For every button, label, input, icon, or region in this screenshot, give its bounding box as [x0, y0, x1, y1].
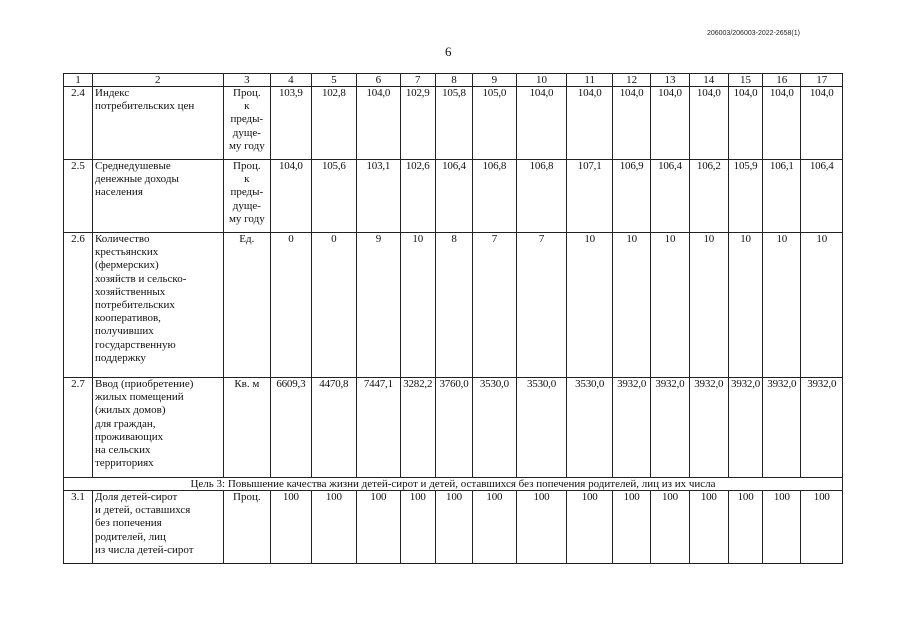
- value-cell: 8: [435, 233, 472, 378]
- header-cell: 1: [64, 74, 93, 87]
- header-cell: 9: [473, 74, 517, 87]
- unit-line: к: [244, 100, 250, 113]
- indicator-name: [93, 160, 224, 233]
- indicator-line: потребительских цен: [95, 100, 195, 113]
- value-cell: 3932,0: [689, 378, 728, 478]
- value-cell: 105,0: [473, 87, 517, 160]
- value-cell: 100: [651, 491, 689, 564]
- indicator-line: кооперативов,: [95, 312, 161, 325]
- value-cell: 7: [516, 233, 567, 378]
- value-cell: 106,8: [473, 160, 517, 233]
- header-cell: 10: [516, 74, 567, 87]
- header-cell: 11: [567, 74, 613, 87]
- header-cell: 16: [763, 74, 801, 87]
- indicator-line: получивших: [95, 325, 154, 338]
- row-number: 2.7: [64, 378, 93, 478]
- value-cell: 10: [801, 233, 843, 378]
- indicator-line: Ввод (приобретение): [95, 378, 194, 390]
- value-cell: 100: [357, 491, 401, 564]
- value-cell: 106,4: [435, 160, 472, 233]
- indicator-line: крестьянских: [95, 246, 159, 259]
- unit-line: к: [244, 173, 250, 186]
- table-body: [64, 74, 843, 564]
- value-cell: 105,9: [728, 160, 762, 233]
- value-cell: 104,0: [612, 87, 650, 160]
- value-cell: 9: [357, 233, 401, 378]
- value-cell: 102,6: [400, 160, 435, 233]
- indicator-line: государственную: [95, 338, 176, 351]
- value-cell: 100: [271, 491, 311, 564]
- goal-text: Цель 3: Повышение качества жизни детей-сирот и детей, оставшихся без попечения родителей, лиц из их числа: [64, 478, 843, 491]
- unit-line: Проц.: [233, 160, 261, 172]
- table-row: [64, 491, 843, 564]
- row-number: 2.6: [64, 233, 93, 378]
- page-number: 6: [445, 44, 452, 59]
- indicator-name: [93, 491, 224, 564]
- value-cell: 7447,1: [357, 378, 401, 478]
- unit-line: Ед.: [239, 233, 255, 245]
- indicator-line: и детей, оставшихся: [95, 504, 191, 517]
- value-cell: 103,1: [357, 160, 401, 233]
- value-cell: 6609,3: [271, 378, 311, 478]
- unit-line: му году: [228, 139, 265, 152]
- table-header-row: [64, 74, 843, 87]
- value-cell: 100: [763, 491, 801, 564]
- value-cell: 100: [435, 491, 472, 564]
- indicator-line: денежные доходы: [95, 173, 179, 186]
- table-row: [64, 87, 843, 160]
- indicator-line: населения: [95, 186, 143, 199]
- value-cell: 105,8: [435, 87, 472, 160]
- value-cell: 10: [400, 233, 435, 378]
- value-cell: 3530,0: [516, 378, 567, 478]
- value-cell: 106,4: [651, 160, 689, 233]
- indicator-line: Доля детей-сирот: [95, 491, 178, 503]
- header-cell: 15: [728, 74, 762, 87]
- value-cell: 3282,2: [400, 378, 435, 478]
- header-cell: 14: [689, 74, 728, 87]
- value-cell: 106,8: [516, 160, 567, 233]
- indicator-name: [93, 378, 224, 478]
- value-cell: 10: [567, 233, 613, 378]
- header-cell: 2: [93, 74, 224, 87]
- value-cell: 100: [689, 491, 728, 564]
- value-cell: 104,0: [728, 87, 762, 160]
- value-cell: 10: [612, 233, 650, 378]
- indicator-line: Среднедушевые: [95, 160, 171, 172]
- header-cell: 5: [311, 74, 357, 87]
- value-cell: 104,0: [651, 87, 689, 160]
- value-cell: 10: [689, 233, 728, 378]
- indicator-line: на сельских: [95, 444, 151, 457]
- header-cell: 4: [271, 74, 311, 87]
- value-cell: 100: [728, 491, 762, 564]
- document-id: 206003/206003-2022-2658(1): [706, 30, 800, 37]
- unit-line: му году: [228, 212, 265, 225]
- value-cell: 100: [567, 491, 613, 564]
- header-cell: 3: [223, 74, 271, 87]
- unit-line: преды-: [230, 113, 264, 126]
- value-cell: 106,4: [801, 160, 843, 233]
- value-cell: 3932,0: [801, 378, 843, 478]
- header-cell: 12: [612, 74, 650, 87]
- value-cell: 102,9: [400, 87, 435, 160]
- indicator-name: [93, 233, 224, 378]
- header-cell: 8: [435, 74, 472, 87]
- header-cell: 7: [400, 74, 435, 87]
- unit-of-measure: [223, 233, 271, 378]
- unit-line: Кв. м: [234, 378, 260, 390]
- indicator-line: Индекс: [95, 87, 130, 99]
- value-cell: 106,1: [763, 160, 801, 233]
- indicator-line: потребительских: [95, 299, 175, 312]
- unit-line: Проц.: [233, 491, 261, 503]
- data-table: [63, 73, 843, 564]
- value-cell: 100: [612, 491, 650, 564]
- value-cell: 104,0: [801, 87, 843, 160]
- value-cell: 4470,8: [311, 378, 357, 478]
- unit-line: преды-: [230, 186, 264, 199]
- table-row: [64, 160, 843, 233]
- value-cell: 0: [311, 233, 357, 378]
- goal-row: [64, 478, 843, 491]
- value-cell: 100: [801, 491, 843, 564]
- value-cell: 104,0: [516, 87, 567, 160]
- value-cell: 106,9: [612, 160, 650, 233]
- value-cell: 3932,0: [763, 378, 801, 478]
- value-cell: 102,8: [311, 87, 357, 160]
- value-cell: 104,0: [689, 87, 728, 160]
- value-cell: 0: [271, 233, 311, 378]
- indicator-line: для граждан,: [95, 417, 156, 430]
- header-cell: 6: [357, 74, 401, 87]
- value-cell: 7: [473, 233, 517, 378]
- indicator-line: (жилых домов): [95, 404, 166, 417]
- unit-line: дуще-: [232, 126, 261, 139]
- row-number: 2.5: [64, 160, 93, 233]
- table-row: [64, 233, 843, 378]
- row-number: 2.4: [64, 87, 93, 160]
- header-cell: 13: [651, 74, 689, 87]
- value-cell: 3760,0: [435, 378, 472, 478]
- value-cell: 100: [400, 491, 435, 564]
- header-cell: 17: [801, 74, 843, 87]
- indicator-line: Количество: [95, 233, 150, 245]
- indicator-line: (фермерских): [95, 259, 159, 272]
- value-cell: 3932,0: [728, 378, 762, 478]
- indicator-line: жилых помещений: [95, 391, 184, 404]
- unit-line: Проц.: [233, 87, 261, 99]
- value-cell: 10: [651, 233, 689, 378]
- indicator-name: [93, 87, 224, 160]
- value-cell: 3932,0: [612, 378, 650, 478]
- unit-line: дуще-: [232, 199, 261, 212]
- value-cell: 100: [311, 491, 357, 564]
- value-cell: 104,0: [271, 160, 311, 233]
- value-cell: 3932,0: [651, 378, 689, 478]
- indicator-line: территориях: [95, 457, 154, 470]
- indicator-line: проживающих: [95, 430, 164, 443]
- indicator-line: родителей, лиц: [95, 530, 166, 543]
- value-cell: 100: [516, 491, 567, 564]
- indicator-line: поддержку: [95, 351, 146, 364]
- value-cell: 105,6: [311, 160, 357, 233]
- unit-of-measure: [223, 491, 271, 564]
- value-cell: 104,0: [763, 87, 801, 160]
- table-row: [64, 378, 843, 478]
- value-cell: 103,9: [271, 87, 311, 160]
- value-cell: 104,0: [567, 87, 613, 160]
- unit-of-measure: [223, 87, 271, 160]
- indicator-line: без попечения: [95, 517, 162, 530]
- value-cell: 104,0: [357, 87, 401, 160]
- indicator-line: из числа детей-сирот: [95, 543, 194, 556]
- value-cell: 10: [763, 233, 801, 378]
- indicator-line: хозяйств и сельско-: [95, 272, 187, 285]
- unit-of-measure: [223, 378, 271, 478]
- value-cell: 100: [473, 491, 517, 564]
- indicator-line: хозяйственных: [95, 285, 166, 298]
- value-cell: 3530,0: [473, 378, 517, 478]
- unit-of-measure: [223, 160, 271, 233]
- value-cell: 106,2: [689, 160, 728, 233]
- value-cell: 10: [728, 233, 762, 378]
- value-cell: 107,1: [567, 160, 613, 233]
- value-cell: 3530,0: [567, 378, 613, 478]
- row-number: 3.1: [64, 491, 93, 564]
